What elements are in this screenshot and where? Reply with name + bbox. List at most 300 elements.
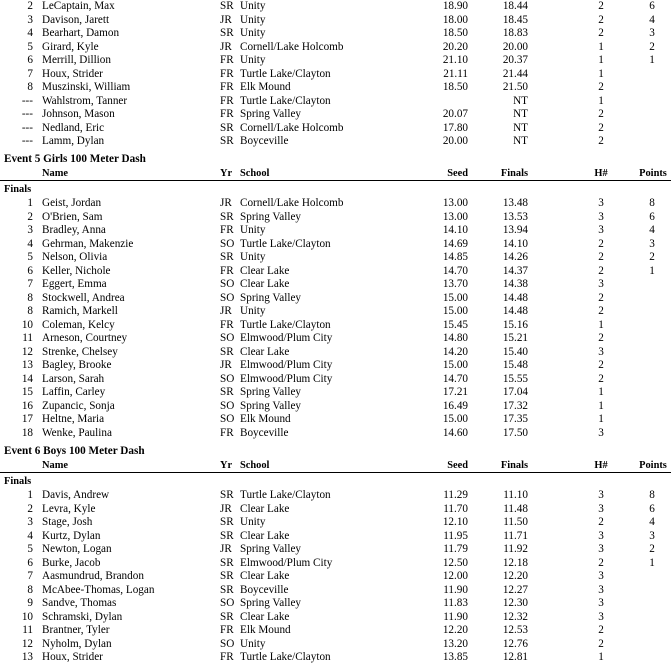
table-row — [0, 584, 671, 597]
seed-time: 15.00 — [442, 359, 468, 371]
school-name: Turtle Lake/Clayton — [240, 489, 331, 501]
header-points: Points — [639, 460, 667, 471]
table-row — [0, 135, 671, 148]
heat-number: 2 — [598, 332, 604, 344]
seed-time: 11.95 — [443, 529, 468, 542]
place-cell: 3 — [27, 516, 33, 528]
table-row — [0, 503, 671, 516]
athlete-name: Lamm, Dylan — [42, 135, 105, 147]
place-cell: 1 — [27, 489, 33, 501]
place-cell: 18 — [21, 426, 33, 439]
event6-divider — [0, 472, 671, 473]
points-cell: 4 — [649, 516, 655, 528]
seed-time: 17.21 — [442, 386, 468, 398]
place-cell: 7 — [27, 278, 33, 290]
table-row — [0, 41, 671, 54]
athlete-name: Bagley, Brooke — [42, 359, 112, 371]
header-yr: Yr — [220, 460, 233, 471]
heat-number: 2 — [598, 237, 604, 250]
school-name: Turtle Lake/Clayton — [240, 67, 331, 80]
table-row — [0, 413, 671, 426]
seed-time: 11.70 — [443, 502, 468, 515]
table-row — [0, 489, 671, 502]
table-row — [0, 359, 671, 372]
points-cell: 4 — [649, 224, 655, 236]
athlete-name: Strenke, Chelsey — [42, 345, 118, 358]
place-cell: --- — [21, 108, 33, 120]
heat-number: 3 — [598, 345, 604, 358]
school-name: Unity — [240, 224, 266, 236]
event5-column-header — [0, 167, 671, 180]
table-row — [0, 427, 671, 440]
athlete-name: Muszinski, William — [42, 81, 131, 93]
place-cell: 8 — [27, 305, 33, 317]
year-cell: FR — [220, 651, 234, 663]
table-row — [0, 95, 671, 108]
heat-number: 3 — [598, 426, 604, 439]
athlete-name: Merrill, Dillion — [42, 54, 111, 66]
heat-number: 2 — [598, 0, 604, 12]
year-cell: SR — [220, 386, 234, 398]
heat-number: 1 — [598, 40, 604, 53]
points-cell: 3 — [649, 529, 655, 542]
finals-time: NT — [513, 135, 528, 147]
header-name: Name — [42, 460, 68, 471]
points-cell: 2 — [649, 543, 655, 555]
points-cell: 2 — [649, 40, 655, 53]
year-cell: SO — [220, 597, 235, 609]
heat-number: 1 — [598, 94, 604, 107]
seed-time: 14.69 — [442, 237, 468, 250]
heat-number: 3 — [598, 610, 604, 623]
heat-number: 3 — [598, 224, 604, 236]
finals-time: 15.40 — [502, 345, 528, 358]
finals-time: 18.45 — [502, 13, 528, 26]
school-name: Unity — [240, 27, 266, 39]
place-cell: 8 — [27, 583, 33, 596]
year-cell: FR — [220, 108, 234, 120]
heat-number: 2 — [598, 27, 604, 39]
school-name: Spring Valley — [240, 210, 302, 223]
finals-time: 15.21 — [502, 332, 528, 344]
athlete-name: Stockwell, Andrea — [42, 291, 125, 304]
seed-time: 15.00 — [442, 413, 468, 425]
header-heat: H# — [594, 460, 608, 471]
table-row — [0, 14, 671, 27]
heat-number: 3 — [598, 543, 604, 555]
heat-number: 2 — [598, 264, 604, 277]
school-name: Unity — [240, 637, 266, 650]
finals-time: 18.83 — [502, 27, 528, 39]
header-finals: Finals — [500, 460, 528, 471]
event6-column-header — [0, 459, 671, 472]
table-row — [0, 373, 671, 386]
seed-time: 13.00 — [442, 210, 468, 223]
seed-time: 13.20 — [442, 637, 468, 650]
year-cell: JR — [220, 502, 232, 515]
school-name: Elmwood/Plum City — [240, 332, 333, 344]
heat-number: 2 — [598, 81, 604, 93]
table-row — [0, 81, 671, 94]
event6-section-label: Finals — [4, 476, 32, 487]
school-name: Elk Mound — [240, 413, 291, 425]
school-name: Cornell/Lake Holcomb — [240, 40, 344, 53]
year-cell: SR — [220, 570, 234, 582]
school-name: Elk Mound — [240, 624, 291, 636]
year-cell: SO — [220, 637, 235, 650]
seed-time: 12.10 — [442, 516, 468, 528]
finals-time: 11.48 — [503, 502, 528, 515]
year-cell: JR — [220, 40, 232, 53]
heat-number: 3 — [598, 278, 604, 290]
finals-time: 13.53 — [502, 210, 528, 223]
table-row — [0, 530, 671, 543]
heat-number: 2 — [598, 359, 604, 371]
athlete-name: Bearhart, Damon — [42, 27, 120, 39]
place-cell: 10 — [21, 610, 33, 623]
athlete-name: Arneson, Courtney — [42, 332, 128, 344]
table-row — [0, 224, 671, 237]
year-cell: FR — [220, 318, 234, 331]
finals-time: 14.26 — [502, 251, 528, 263]
year-cell: SR — [220, 489, 234, 501]
place-cell: 5 — [27, 40, 33, 53]
place-cell: 15 — [21, 386, 33, 398]
finals-time: 12.32 — [502, 610, 528, 623]
place-cell: 14 — [21, 372, 33, 385]
header-seed: Seed — [447, 168, 468, 179]
year-cell: SR — [220, 556, 234, 569]
athlete-name: Nyholm, Dylan — [42, 637, 112, 650]
school-name: Unity — [240, 54, 266, 66]
athlete-name: Houx, Strider — [42, 651, 103, 663]
school-name: Turtle Lake/Clayton — [240, 94, 331, 107]
seed-time: 11.90 — [443, 583, 468, 596]
event5-title: Event 5 Girls 100 Meter Dash — [4, 153, 146, 165]
finals-time: 17.04 — [502, 386, 528, 398]
school-name: Elmwood/Plum City — [240, 372, 333, 385]
points-cell: 6 — [649, 210, 655, 223]
heat-number: 3 — [598, 570, 604, 582]
table-row — [0, 265, 671, 278]
seed-time: 14.70 — [442, 372, 468, 385]
place-cell: 11 — [22, 332, 33, 344]
heat-number: 2 — [598, 251, 604, 263]
points-cell: 1 — [649, 556, 655, 569]
heat-number: 3 — [598, 583, 604, 596]
year-cell: SR — [220, 121, 234, 134]
header-school: School — [240, 460, 270, 471]
table-row — [0, 0, 671, 13]
athlete-name: Wahlstrom, Tanner — [42, 94, 128, 107]
year-cell: JR — [220, 197, 232, 209]
seed-time: 13.85 — [442, 651, 468, 663]
heat-number: 2 — [598, 13, 604, 26]
finals-time: 11.92 — [503, 543, 528, 555]
points-cell: 6 — [649, 502, 655, 515]
heat-number: 2 — [598, 135, 604, 147]
athlete-name: Larson, Sarah — [42, 372, 105, 385]
place-cell: 5 — [27, 543, 33, 555]
finals-time: 21.50 — [502, 81, 528, 93]
year-cell: SO — [220, 372, 235, 385]
event6-title: Event 6 Boys 100 Meter Dash — [4, 445, 145, 457]
points-cell: 4 — [649, 13, 655, 26]
heat-number: 2 — [598, 372, 604, 385]
event5-section-label: Finals — [4, 184, 32, 195]
school-name: Boyceville — [240, 135, 289, 147]
athlete-name: Laffin, Carley — [42, 386, 106, 398]
place-cell: 8 — [27, 291, 33, 304]
table-row — [0, 638, 671, 651]
year-cell: FR — [220, 94, 234, 107]
athlete-name: Eggert, Emma — [42, 278, 107, 290]
table-row — [0, 611, 671, 624]
place-cell: 4 — [27, 237, 33, 250]
school-name: Unity — [240, 251, 266, 263]
athlete-name: Coleman, Kelcy — [42, 318, 115, 331]
school-name: Unity — [240, 0, 266, 12]
table-row — [0, 543, 671, 556]
seed-time: 15.45 — [442, 318, 468, 331]
seed-time: 12.50 — [442, 556, 468, 569]
school-name: Unity — [240, 305, 266, 317]
athlete-name: Aasmundrud, Brandon — [42, 570, 144, 582]
finals-time: 17.50 — [502, 426, 528, 439]
heat-number: 2 — [598, 108, 604, 120]
year-cell: SO — [220, 332, 235, 344]
finals-time: 12.76 — [502, 637, 528, 650]
athlete-name: Keller, Nichole — [42, 264, 111, 277]
year-cell: FR — [220, 81, 234, 93]
finals-time: 12.27 — [502, 583, 528, 596]
place-cell: 9 — [27, 597, 33, 609]
heat-number: 3 — [598, 197, 604, 209]
school-name: Turtle Lake/Clayton — [240, 651, 331, 663]
athlete-name: Wenke, Paulina — [42, 426, 112, 439]
place-cell: 10 — [21, 318, 33, 331]
school-name: Clear Lake — [240, 610, 290, 623]
athlete-name: Gehrman, Makenzie — [42, 237, 134, 250]
finals-time: 12.20 — [502, 570, 528, 582]
year-cell: FR — [220, 224, 234, 236]
year-cell: SR — [220, 27, 234, 39]
table-row — [0, 108, 671, 121]
school-name: Turtle Lake/Clayton — [240, 237, 331, 250]
seed-time: 16.49 — [442, 399, 468, 412]
table-row — [0, 197, 671, 210]
finals-time: 15.16 — [502, 318, 528, 331]
place-cell: 2 — [27, 0, 33, 12]
school-name: Boyceville — [240, 426, 289, 439]
school-name: Clear Lake — [240, 264, 290, 277]
table-row — [0, 68, 671, 81]
year-cell: SO — [220, 413, 235, 425]
athlete-name: Bradley, Anna — [42, 224, 106, 236]
header-name: Name — [42, 168, 68, 179]
points-cell: 3 — [649, 27, 655, 39]
athlete-name: Sandve, Thomas — [42, 597, 117, 609]
year-cell: FR — [220, 67, 234, 80]
seed-time: 18.50 — [442, 27, 468, 39]
school-name: Clear Lake — [240, 278, 290, 290]
seed-time: 15.00 — [442, 291, 468, 304]
year-cell: FR — [220, 54, 234, 66]
heat-number: 1 — [598, 651, 604, 663]
place-cell: 13 — [21, 651, 33, 663]
seed-time: 14.85 — [442, 251, 468, 263]
table-row — [0, 516, 671, 529]
seed-time: 21.10 — [442, 54, 468, 66]
header-seed: Seed — [447, 460, 468, 471]
finals-time: 11.10 — [503, 489, 528, 501]
table-row — [0, 386, 671, 399]
year-cell: SR — [220, 135, 234, 147]
finals-time: NT — [513, 108, 528, 120]
seed-time: 11.90 — [443, 610, 468, 623]
seed-time: 20.00 — [442, 135, 468, 147]
athlete-name: Davis, Andrew — [42, 489, 110, 501]
points-cell: 8 — [649, 197, 655, 209]
athlete-name: LeCaptain, Max — [42, 0, 115, 12]
table-row — [0, 292, 671, 305]
seed-time: 14.60 — [442, 426, 468, 439]
place-cell: 16 — [21, 399, 33, 412]
finals-time: 12.81 — [502, 651, 528, 663]
points-cell: 1 — [649, 54, 655, 66]
points-cell: 3 — [649, 237, 655, 250]
finals-time: 12.18 — [502, 556, 528, 569]
school-name: Spring Valley — [240, 291, 302, 304]
school-name: Unity — [240, 13, 266, 26]
table-row — [0, 332, 671, 345]
table-row — [0, 122, 671, 135]
school-name: Cornell/Lake Holcomb — [240, 197, 344, 209]
athlete-name: Nedland, Eric — [42, 121, 105, 134]
place-cell: --- — [21, 135, 33, 147]
heat-number: 2 — [598, 637, 604, 650]
finals-time: 11.50 — [503, 516, 528, 528]
athlete-name: Stage, Josh — [42, 516, 93, 528]
table-row — [0, 651, 671, 664]
athlete-name: Houx, Strider — [42, 67, 103, 80]
finals-time: 14.10 — [502, 237, 528, 250]
seed-time: 14.80 — [442, 332, 468, 344]
table-row — [0, 278, 671, 291]
header-finals: Finals — [500, 168, 528, 179]
finals-time: 11.71 — [503, 529, 528, 542]
place-cell: --- — [21, 94, 33, 107]
heat-number: 2 — [598, 121, 604, 134]
table-row — [0, 27, 671, 40]
seed-time: 17.80 — [442, 121, 468, 134]
seed-time: 18.90 — [442, 0, 468, 12]
year-cell: SO — [220, 237, 235, 250]
finals-time: 17.35 — [502, 413, 528, 425]
table-row — [0, 400, 671, 413]
heat-number: 1 — [598, 318, 604, 331]
finals-time: 14.48 — [502, 291, 528, 304]
place-cell: 6 — [27, 556, 33, 569]
year-cell: SO — [220, 399, 235, 412]
seed-time: 18.00 — [442, 13, 468, 26]
athlete-name: Johnson, Mason — [42, 108, 115, 120]
athlete-name: Girard, Kyle — [42, 40, 99, 53]
finals-time: 13.48 — [502, 197, 528, 209]
school-name: Cornell/Lake Holcomb — [240, 121, 344, 134]
school-name: Clear Lake — [240, 502, 290, 515]
seed-time: 21.11 — [443, 67, 468, 80]
athlete-name: Newton, Logan — [42, 543, 112, 555]
school-name: Elmwood/Plum City — [240, 556, 333, 569]
heat-number: 2 — [598, 291, 604, 304]
year-cell: JR — [220, 359, 232, 371]
finals-time: NT — [513, 121, 528, 134]
finals-time: 15.48 — [502, 359, 528, 371]
finals-time: 20.00 — [502, 40, 528, 53]
athlete-name: Ramich, Markell — [42, 305, 118, 317]
seed-time: 13.00 — [442, 197, 468, 209]
table-row — [0, 305, 671, 318]
year-cell: SR — [220, 345, 234, 358]
heat-number: 2 — [598, 516, 604, 528]
header-school: School — [240, 168, 270, 179]
table-row — [0, 346, 671, 359]
heat-number: 2 — [598, 556, 604, 569]
athlete-name: Zupancic, Sonja — [42, 399, 115, 412]
heat-number: 1 — [598, 413, 604, 425]
school-name: Turtle Lake/Clayton — [240, 318, 331, 331]
place-cell: 1 — [27, 197, 33, 209]
finals-time: 17.32 — [502, 399, 528, 412]
place-cell: 6 — [27, 54, 33, 66]
finals-time: 18.44 — [502, 0, 528, 12]
place-cell: 7 — [27, 570, 33, 582]
finals-time: 13.94 — [502, 224, 528, 236]
place-cell: 7 — [27, 67, 33, 80]
athlete-name: Davison, Jarett — [42, 13, 110, 26]
athlete-name: Heltne, Maria — [42, 413, 105, 425]
place-cell: 4 — [27, 529, 33, 542]
heat-number: 3 — [598, 502, 604, 515]
heat-number: 1 — [598, 54, 604, 66]
year-cell: SR — [220, 610, 234, 623]
seed-time: 20.07 — [442, 108, 468, 120]
finals-time: 12.53 — [502, 624, 528, 636]
heat-number: 3 — [598, 597, 604, 609]
finals-time: 14.37 — [502, 264, 528, 277]
heat-number: 1 — [598, 399, 604, 412]
school-name: Spring Valley — [240, 543, 302, 555]
school-name: Spring Valley — [240, 399, 302, 412]
year-cell: JR — [220, 13, 232, 26]
place-cell: --- — [21, 121, 33, 134]
seed-time: 12.20 — [442, 624, 468, 636]
heat-number: 3 — [598, 489, 604, 501]
school-name: Elk Mound — [240, 81, 291, 93]
school-name: Unity — [240, 516, 266, 528]
header-points: Points — [639, 168, 667, 179]
place-cell: 6 — [27, 264, 33, 277]
seed-time: 14.70 — [442, 264, 468, 277]
school-name: Spring Valley — [240, 108, 302, 120]
points-cell: 1 — [649, 264, 655, 277]
seed-time: 14.10 — [442, 224, 468, 236]
school-name: Elmwood/Plum City — [240, 359, 333, 371]
year-cell: SR — [220, 251, 234, 263]
header-yr: Yr — [220, 168, 233, 179]
year-cell: SO — [220, 278, 235, 290]
